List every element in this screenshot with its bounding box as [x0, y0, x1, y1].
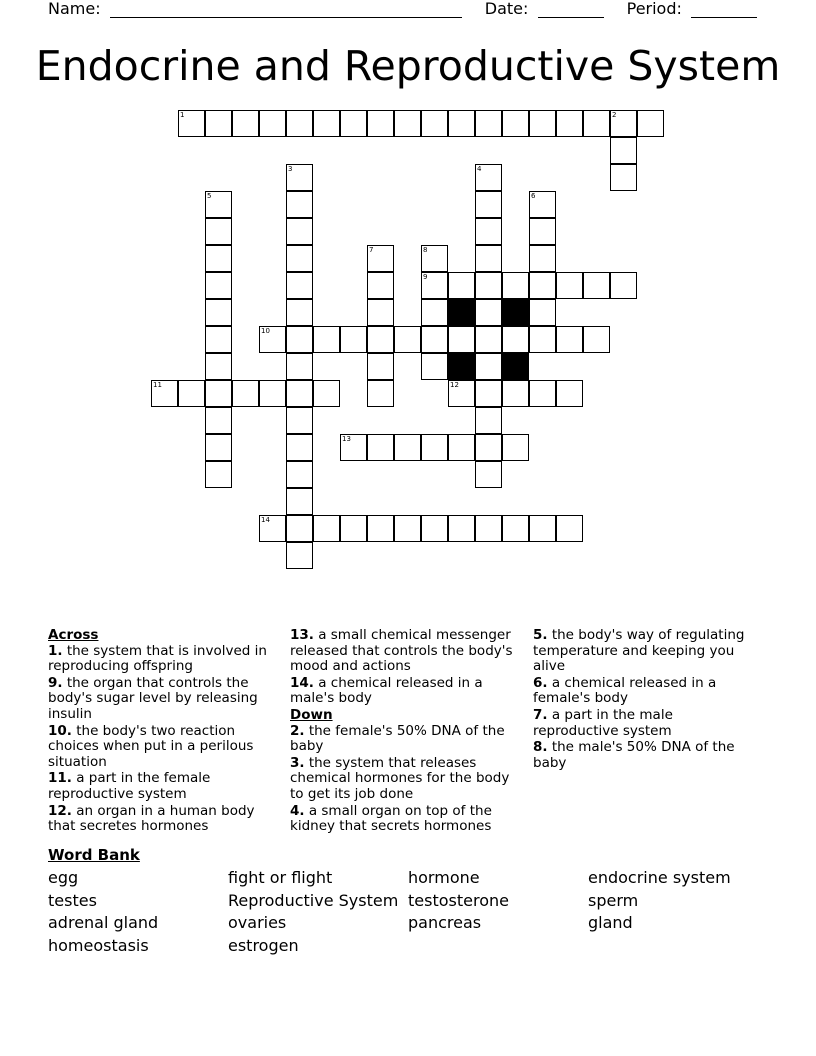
crossword-cell[interactable]	[475, 380, 502, 407]
crossword-cell[interactable]	[286, 353, 313, 380]
crossword-cell[interactable]	[259, 515, 286, 542]
crossword-cell[interactable]	[421, 353, 448, 380]
crossword-cell[interactable]	[205, 245, 232, 272]
crossword-cell[interactable]	[286, 164, 313, 191]
crossword-cell[interactable]	[205, 299, 232, 326]
crossword-cell[interactable]	[205, 218, 232, 245]
clue-number: 10.	[48, 722, 72, 739]
crossword-cell[interactable]	[205, 272, 232, 299]
clue-number: 6.	[533, 674, 548, 691]
crossword-cell[interactable]	[367, 515, 394, 542]
crossword-cell[interactable]	[367, 380, 394, 407]
crossword-cell[interactable]	[610, 110, 637, 137]
clue-text: the organ that controls the body's sugar level by releasing insulin	[48, 674, 258, 722]
down-heading: Down	[290, 706, 333, 723]
crossword-cell[interactable]	[502, 515, 529, 542]
clue-number: 4.	[290, 802, 305, 819]
crossword-cell[interactable]	[610, 137, 637, 164]
clue-text: a small chemical messenger released that controls the body's mood and actions	[290, 627, 513, 675]
crossword-cell[interactable]	[475, 407, 502, 434]
crossword-cell[interactable]	[367, 110, 394, 137]
crossword-cell[interactable]	[529, 515, 556, 542]
crossword-cell[interactable]	[583, 110, 610, 137]
cell-number: 5	[207, 192, 212, 200]
crossword-cell[interactable]	[178, 110, 205, 137]
crossword-cell[interactable]	[475, 461, 502, 488]
clue-number: 3.	[290, 754, 305, 771]
down-clue	[290, 804, 522, 835]
crossword-cell[interactable]	[556, 380, 583, 407]
clue-number: 9.	[48, 674, 63, 691]
crossword-cell[interactable]	[556, 272, 583, 299]
across-clue	[48, 676, 276, 723]
crossword-cell[interactable]	[475, 434, 502, 461]
crossword-cell[interactable]	[475, 272, 502, 299]
word-bank-item: endocrine system	[588, 868, 731, 887]
clue-text: a chemical released in a female's body	[533, 674, 717, 707]
crossword-cell[interactable]	[529, 218, 556, 245]
crossword-cell[interactable]	[232, 380, 259, 407]
word-bank-item: homeostasis	[48, 936, 149, 956]
clue-text: the male's 50% DNA of the baby	[533, 739, 735, 771]
word-bank-item: hormone	[408, 868, 480, 887]
word-bank-item: Reproductive System	[228, 890, 399, 910]
cell-number: 11	[153, 381, 162, 389]
word-bank-item: egg	[48, 868, 79, 887]
crossword-cell[interactable]	[367, 326, 394, 353]
crossword-cell[interactable]	[448, 380, 475, 407]
clue-text: a part in the female reproductive system	[48, 770, 211, 802]
crossword-cell[interactable]	[313, 515, 340, 542]
crossword-cell[interactable]	[340, 110, 367, 137]
crossword-cell[interactable]	[340, 326, 367, 353]
crossword-cell[interactable]	[313, 380, 340, 407]
crossword-cell[interactable]	[286, 380, 313, 407]
date-label: Date:	[484, 0, 529, 18]
crossword-cell[interactable]	[448, 515, 475, 542]
word-bank-item: testes	[48, 890, 97, 910]
crossword-cell[interactable]	[529, 191, 556, 218]
down-clue	[533, 676, 753, 707]
crossword-cell[interactable]	[259, 326, 286, 353]
crossword-cell[interactable]	[286, 326, 313, 353]
crossword-cell[interactable]	[448, 326, 475, 353]
down-clue	[533, 740, 753, 771]
crossword-cell[interactable]	[421, 110, 448, 137]
word-bank-item: testosterone	[408, 890, 509, 910]
clues-column-1	[48, 628, 276, 836]
crossword-cell[interactable]	[313, 326, 340, 353]
word-bank-item: estrogen	[228, 936, 299, 956]
crossword-cell[interactable]	[286, 218, 313, 245]
crossword-cell[interactable]	[286, 299, 313, 326]
down-clue	[533, 628, 753, 675]
clue-number: 12.	[48, 802, 72, 819]
crossword-cell[interactable]	[475, 245, 502, 272]
crossword-cell[interactable]	[637, 110, 664, 137]
cell-number: 7	[369, 246, 374, 254]
crossword-cell[interactable]	[448, 434, 475, 461]
black-square	[502, 299, 529, 326]
crossword-cell[interactable]	[286, 542, 313, 569]
word-bank-item: ovaries	[228, 913, 287, 933]
crossword-cell[interactable]	[205, 434, 232, 461]
crossword-cell[interactable]	[286, 488, 313, 515]
crossword-cell[interactable]	[205, 191, 232, 218]
period-label: Period:	[626, 0, 682, 18]
crossword-cell[interactable]	[367, 434, 394, 461]
word-bank-item: adrenal gland	[48, 913, 159, 933]
crossword-cell[interactable]	[583, 272, 610, 299]
clue-text: a chemical released in a male's body	[290, 674, 483, 707]
across-clue	[48, 644, 276, 675]
clue-text: the body's way of regulating temperature and keeping you alive	[533, 627, 745, 675]
down-clue	[533, 708, 753, 739]
crossword-cell[interactable]	[259, 110, 286, 137]
across-clue	[290, 628, 522, 675]
page-title: Endocrine and Reproductive System	[35, 42, 781, 90]
clue-text: a part in the male reproductive system	[533, 706, 673, 739]
crossword-cell[interactable]	[151, 380, 178, 407]
clue-text: a small organ on top of the kidney that secrets hormones	[290, 802, 492, 835]
crossword-cell[interactable]	[556, 515, 583, 542]
cell-number: 1	[180, 111, 185, 119]
crossword-cell[interactable]	[394, 434, 421, 461]
crossword-cell[interactable]	[286, 272, 313, 299]
crossword-cell[interactable]	[529, 110, 556, 137]
clue-text: an organ in a human body that secretes hormones	[48, 802, 255, 835]
crossword-cell[interactable]	[286, 461, 313, 488]
crossword-cell[interactable]	[286, 110, 313, 137]
clue-text: the body's two reaction choices when put in a perilous situation	[48, 722, 254, 770]
word-bank-title: Word Bank	[48, 846, 140, 864]
crossword-cell[interactable]	[475, 110, 502, 137]
crossword-cell[interactable]	[502, 380, 529, 407]
crossword-cell[interactable]	[421, 326, 448, 353]
cell-number: 3	[288, 165, 293, 173]
clue-text: the system that releases chemical hormones for the body to get its job done	[290, 754, 510, 802]
crossword-cell[interactable]	[583, 326, 610, 353]
crossword-cell[interactable]	[367, 353, 394, 380]
crossword-cell[interactable]	[232, 110, 259, 137]
clues-column-3	[533, 628, 753, 772]
clue-number: 8.	[533, 739, 548, 756]
crossword-cell[interactable]	[610, 164, 637, 191]
across-heading: Across	[48, 627, 99, 643]
crossword-cell[interactable]	[475, 326, 502, 353]
black-square	[448, 353, 475, 380]
crossword-cell[interactable]	[421, 299, 448, 326]
crossword-cell[interactable]	[394, 326, 421, 353]
crossword-cell[interactable]	[286, 191, 313, 218]
word-bank-item: fight or flight	[228, 868, 333, 887]
crossword-cell[interactable]	[502, 326, 529, 353]
crossword-cell[interactable]	[367, 272, 394, 299]
crossword-cell[interactable]	[286, 245, 313, 272]
crossword-cell[interactable]	[421, 515, 448, 542]
cell-number: 9	[423, 273, 428, 281]
name-label: Name:	[48, 0, 101, 18]
crossword-cell[interactable]	[610, 272, 637, 299]
crossword-cell[interactable]	[421, 434, 448, 461]
down-clue	[290, 756, 522, 803]
crossword-cell[interactable]	[475, 218, 502, 245]
crossword-cell[interactable]	[475, 353, 502, 380]
crossword-cell[interactable]	[205, 326, 232, 353]
crossword-cell[interactable]	[340, 515, 367, 542]
crossword-cell[interactable]	[556, 110, 583, 137]
across-clue	[48, 724, 276, 771]
clue-number: 11.	[48, 770, 72, 787]
across-clue	[290, 676, 522, 707]
crossword-cell[interactable]	[529, 326, 556, 353]
crossword-cell[interactable]	[367, 299, 394, 326]
clue-text: the system that is involved in reproducing offspring	[48, 642, 267, 675]
crossword-cell[interactable]	[502, 434, 529, 461]
cell-number: 4	[477, 165, 482, 173]
crossword-cell[interactable]	[421, 245, 448, 272]
cell-number: 13	[342, 435, 351, 443]
black-square	[448, 299, 475, 326]
crossword-cell[interactable]	[556, 326, 583, 353]
crossword-cell[interactable]	[394, 515, 421, 542]
crossword-cell[interactable]	[529, 245, 556, 272]
cell-number: 8	[423, 246, 428, 254]
crossword-cell[interactable]	[502, 110, 529, 137]
crossword-cell[interactable]	[475, 191, 502, 218]
crossword-cell[interactable]	[178, 380, 205, 407]
crossword-cell[interactable]	[259, 380, 286, 407]
crossword-cell[interactable]	[313, 110, 340, 137]
down-clue	[290, 724, 522, 755]
cell-number: 10	[261, 327, 270, 335]
crossword-cell[interactable]	[340, 434, 367, 461]
black-square	[502, 353, 529, 380]
word-bank-item: sperm	[588, 890, 639, 910]
clue-number: 14.	[290, 674, 314, 691]
cell-number: 14	[261, 516, 270, 524]
crossword-cell[interactable]	[286, 434, 313, 461]
crossword-cell[interactable]	[286, 407, 313, 434]
cell-number: 12	[450, 381, 459, 389]
clue-number: 13.	[290, 627, 314, 643]
crossword-cell[interactable]	[475, 299, 502, 326]
crossword-cell[interactable]	[475, 164, 502, 191]
crossword-cell[interactable]	[205, 461, 232, 488]
clue-number: 7.	[533, 706, 548, 723]
crossword-cell[interactable]	[286, 515, 313, 542]
crossword-cell[interactable]	[367, 245, 394, 272]
clues-column-2	[290, 628, 522, 836]
crossword-cell[interactable]	[421, 272, 448, 299]
crossword-cell[interactable]	[475, 515, 502, 542]
across-clue	[48, 804, 276, 835]
cell-number: 2	[612, 111, 617, 119]
cell-number: 6	[531, 192, 536, 200]
crossword-cell[interactable]	[205, 353, 232, 380]
crossword-cell[interactable]	[394, 110, 421, 137]
clue-number: 5.	[533, 627, 548, 643]
crossword-cell[interactable]	[529, 380, 556, 407]
crossword-cell[interactable]	[448, 110, 475, 137]
crossword-cell[interactable]	[529, 272, 556, 299]
crossword-cell[interactable]	[205, 380, 232, 407]
clue-number: 2.	[290, 722, 305, 739]
clue-text: the female's 50% DNA of the baby	[290, 722, 505, 755]
word-bank-item: pancreas	[408, 913, 482, 933]
crossword-cell[interactable]	[529, 299, 556, 326]
crossword-cell[interactable]	[502, 272, 529, 299]
clue-number: 1.	[48, 642, 63, 659]
crossword-cell[interactable]	[205, 407, 232, 434]
across-clue	[48, 771, 276, 802]
word-bank-item: gland	[588, 913, 633, 933]
crossword-cell[interactable]	[205, 110, 232, 137]
crossword-cell[interactable]	[448, 272, 475, 299]
